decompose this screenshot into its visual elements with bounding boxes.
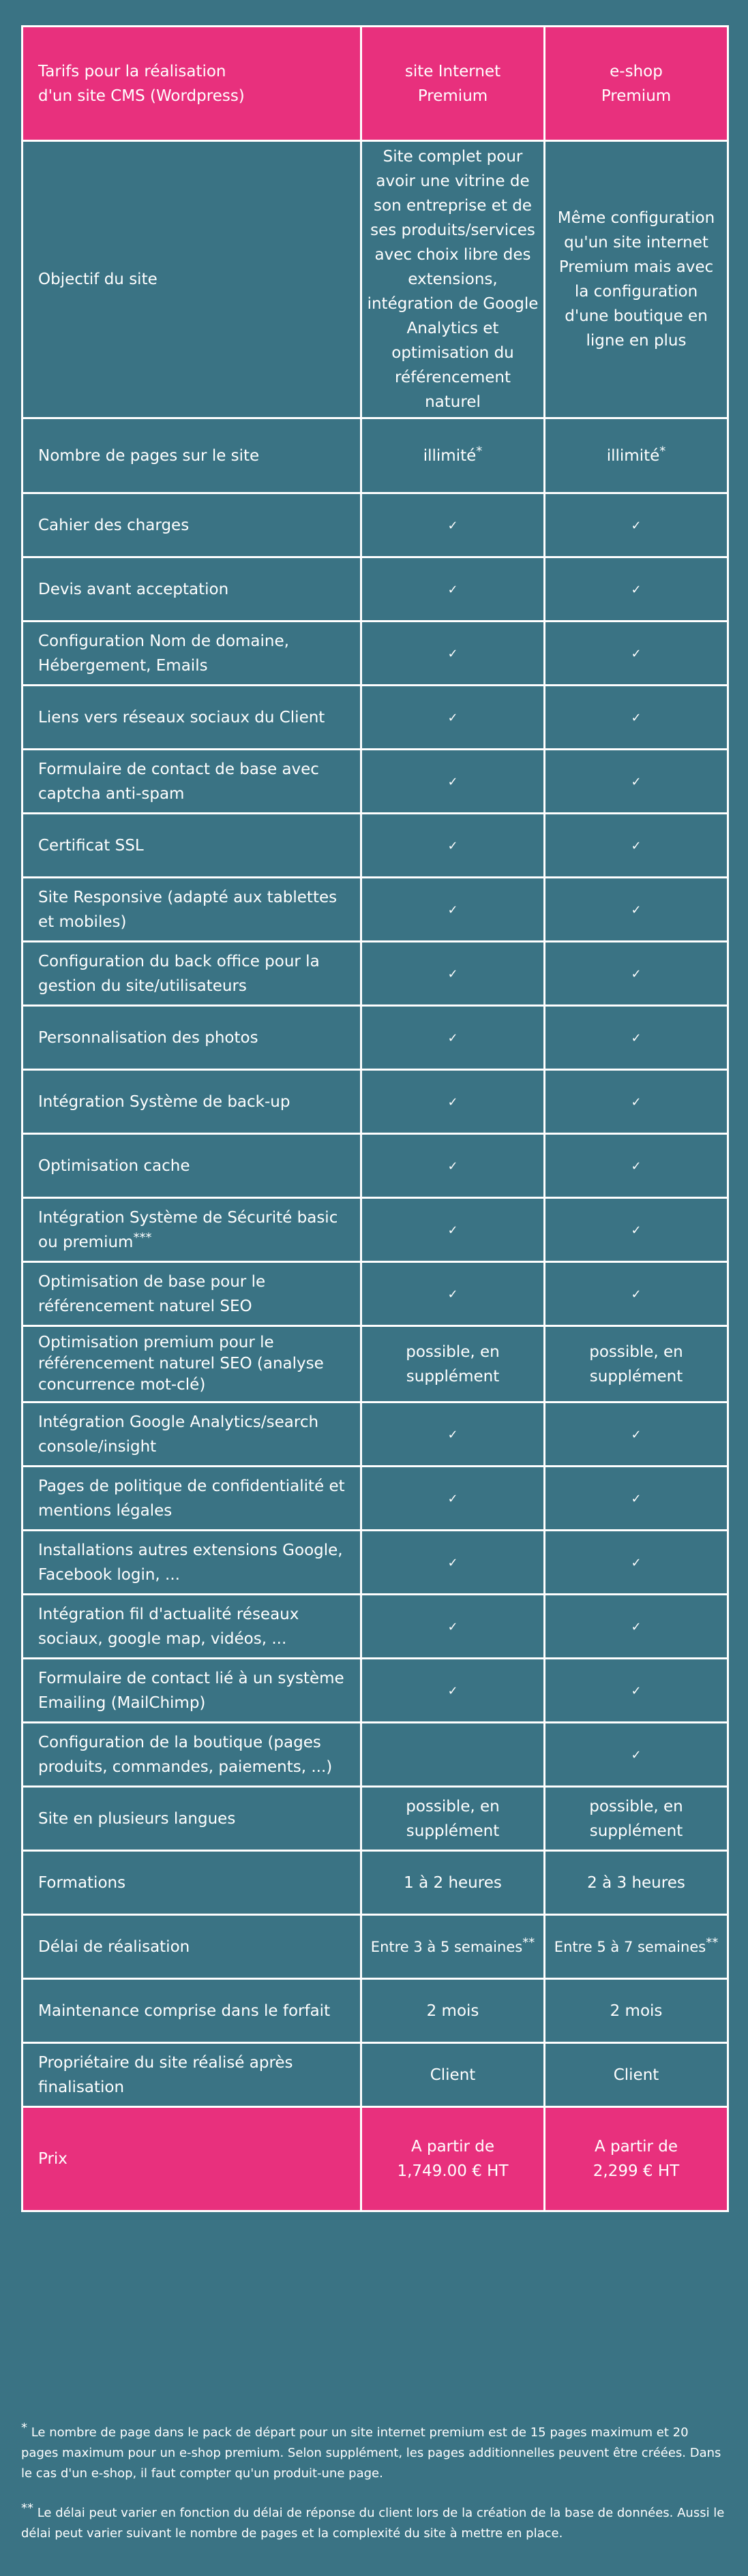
header-col-eshop-premium bbox=[545, 27, 728, 141]
check-icon: ✓ bbox=[447, 1030, 458, 1045]
row-value-eshop bbox=[545, 1531, 728, 1595]
price-amount: 2,299 € HT bbox=[593, 2162, 680, 2180]
row-value-eshop: Entre 5 à 7 semaines** bbox=[545, 1915, 728, 1979]
row-value-eshop: possible, en supplément bbox=[545, 1787, 728, 1851]
table-row bbox=[23, 1467, 728, 1531]
table-row bbox=[23, 1070, 728, 1134]
table-row bbox=[23, 1198, 728, 1262]
row-value-eshop bbox=[545, 493, 728, 557]
check-icon: ✓ bbox=[447, 1619, 458, 1634]
row-value-site bbox=[361, 1070, 545, 1134]
row-value-eshop bbox=[545, 1723, 728, 1787]
row-value-eshop bbox=[545, 942, 728, 1006]
header-title-line1: Tarifs pour la réalisation bbox=[38, 62, 226, 80]
row-value-site bbox=[361, 1723, 545, 1787]
table-row bbox=[23, 878, 728, 942]
row-value-eshop bbox=[545, 878, 728, 942]
check-icon: ✓ bbox=[447, 710, 458, 725]
check-icon: ✓ bbox=[447, 966, 458, 981]
check-icon: ✓ bbox=[631, 1683, 642, 1698]
row-value-site bbox=[361, 1402, 545, 1467]
row-value-site: 2 mois bbox=[361, 1979, 545, 2043]
row-value-eshop bbox=[545, 1070, 728, 1134]
row-value-site bbox=[361, 493, 545, 557]
row-value-site bbox=[361, 1531, 545, 1595]
row-label: Propriétaire du site réalisé après finalisation bbox=[23, 2043, 361, 2107]
price-label: Prix bbox=[23, 2107, 361, 2211]
row-label: Optimisation cache bbox=[23, 1134, 361, 1198]
table-row bbox=[23, 1659, 728, 1723]
check-icon: ✓ bbox=[631, 1619, 642, 1634]
row-value-site: 1 à 2 heures bbox=[361, 1851, 545, 1915]
price-row bbox=[23, 2107, 728, 2211]
row-value-eshop bbox=[545, 1198, 728, 1262]
check-icon: ✓ bbox=[631, 902, 642, 917]
table-row bbox=[23, 1326, 728, 1402]
row-label: Intégration Google Analytics/search console/insight bbox=[23, 1402, 361, 1467]
row-value-site bbox=[361, 1595, 545, 1659]
check-icon: ✓ bbox=[631, 646, 642, 661]
table-row bbox=[23, 1402, 728, 1467]
row-label: Installations autres extensions Google, Facebook login, ... bbox=[23, 1531, 361, 1595]
check-icon: ✓ bbox=[447, 1555, 458, 1570]
check-icon: ✓ bbox=[631, 710, 642, 725]
row-label: Configuration du back office pour la gestion du site/utilisateurs bbox=[23, 942, 361, 1006]
row-value-eshop bbox=[545, 557, 728, 622]
check-icon: ✓ bbox=[447, 1223, 458, 1238]
row-value-site bbox=[361, 1198, 545, 1262]
check-icon: ✓ bbox=[631, 1094, 642, 1109]
check-icon: ✓ bbox=[631, 1747, 642, 1762]
header-col2-line1: e-shop bbox=[610, 62, 663, 80]
row-value-eshop: possible, en supplément bbox=[545, 1326, 728, 1402]
price-value-eshop bbox=[545, 2107, 728, 2211]
check-icon: ✓ bbox=[631, 774, 642, 789]
row-label: Liens vers réseaux sociaux du Client bbox=[23, 686, 361, 750]
row-value-site bbox=[361, 1659, 545, 1723]
row-label: Intégration fil d'actualité réseaux sociaux, google map, vidéos, ... bbox=[23, 1595, 361, 1659]
table-row bbox=[23, 1134, 728, 1198]
check-icon: ✓ bbox=[447, 838, 458, 853]
table-row bbox=[23, 1915, 728, 1979]
table-row bbox=[23, 1531, 728, 1595]
row-label: Intégration Système de Sécurité basic ou premium*** bbox=[23, 1198, 361, 1262]
row-label: Maintenance comprise dans le forfait bbox=[23, 1979, 361, 2043]
row-value-site bbox=[361, 1006, 545, 1070]
row-value-site bbox=[361, 557, 545, 622]
table-row-pages bbox=[23, 418, 728, 493]
check-icon: ✓ bbox=[631, 582, 642, 597]
check-icon: ✓ bbox=[631, 966, 642, 981]
check-icon: ✓ bbox=[631, 1159, 642, 1174]
footnotes bbox=[21, 2423, 727, 2563]
row-label: Objectif du site bbox=[23, 141, 361, 418]
row-value-eshop bbox=[545, 750, 728, 814]
header-title-line2: d'un site CMS (Wordpress) bbox=[38, 87, 245, 105]
row-value-eshop bbox=[545, 622, 728, 686]
row-value-eshop bbox=[545, 1006, 728, 1070]
row-label: Formulaire de contact de base avec captcha anti-spam bbox=[23, 750, 361, 814]
check-icon: ✓ bbox=[631, 518, 642, 533]
row-label: Délai de réalisation bbox=[23, 1915, 361, 1979]
check-icon: ✓ bbox=[447, 1094, 458, 1109]
price-value-site bbox=[361, 2107, 545, 2211]
row-value-eshop: Même configuration qu'un site internet Premium mais avec la configuration d'une boutique en ligne en plus bbox=[545, 141, 728, 418]
header-col2-line2: Premium bbox=[601, 87, 672, 105]
table-row bbox=[23, 557, 728, 622]
row-label: Certificat SSL bbox=[23, 814, 361, 878]
check-icon: ✓ bbox=[447, 902, 458, 917]
row-value-eshop bbox=[545, 1467, 728, 1531]
table-row bbox=[23, 1723, 728, 1787]
row-value-eshop: illimité* bbox=[545, 418, 728, 493]
table-row bbox=[23, 622, 728, 686]
row-label: Cahier des charges bbox=[23, 493, 361, 557]
row-label: Configuration Nom de domaine, Hébergement, Emails bbox=[23, 622, 361, 686]
table-header-row bbox=[23, 27, 728, 141]
row-value-site bbox=[361, 1134, 545, 1198]
row-value-eshop bbox=[545, 1262, 728, 1326]
check-icon: ✓ bbox=[447, 1683, 458, 1698]
header-col1-line2: Premium bbox=[417, 87, 488, 105]
footnote-pages: * Le nombre de page dans le pack de départ pour un site internet premium est de 15 pages maximum et 20 pages maximum pour un e-shop premium. Selon supplément, les pages additionnelles peuvent être créées. Dans le cas d'un e-shop, il faut compter qu'un produit-une page. bbox=[21, 2421, 721, 2481]
table-row bbox=[23, 942, 728, 1006]
row-value-site: Entre 3 à 5 semaines** bbox=[361, 1915, 545, 1979]
pricing-table bbox=[21, 25, 729, 2212]
table-row bbox=[23, 1595, 728, 1659]
price-amount: 1,749.00 € HT bbox=[397, 2162, 509, 2180]
check-icon: ✓ bbox=[631, 1223, 642, 1238]
row-value-eshop bbox=[545, 1659, 728, 1723]
check-icon: ✓ bbox=[631, 1427, 642, 1442]
check-icon: ✓ bbox=[631, 838, 642, 853]
row-value-site bbox=[361, 814, 545, 878]
price-prefix: A partir de bbox=[594, 2138, 678, 2156]
header-col1-line1: site Internet bbox=[404, 62, 501, 80]
table-row bbox=[23, 493, 728, 557]
pricing-table-wrapper bbox=[21, 25, 727, 2212]
row-label: Optimisation de base pour le référencement naturel SEO bbox=[23, 1262, 361, 1326]
row-value-site bbox=[361, 686, 545, 750]
row-label: Nombre de pages sur le site bbox=[23, 418, 361, 493]
header-title bbox=[23, 27, 361, 141]
check-icon: ✓ bbox=[447, 518, 458, 533]
footnote-delai: ** Le délai peut varier en fonction du délai de réponse du client lors de la création de la base de données. Aussi le délai peut varier suivant le nombre de pages et la complexité du site à mettre en place. bbox=[21, 2501, 725, 2541]
table-row bbox=[23, 1262, 728, 1326]
header-col-site-premium bbox=[361, 27, 545, 141]
check-icon: ✓ bbox=[447, 1159, 458, 1174]
row-value-site bbox=[361, 750, 545, 814]
check-icon: ✓ bbox=[447, 774, 458, 789]
table-row bbox=[23, 1006, 728, 1070]
row-value-site bbox=[361, 942, 545, 1006]
table-row bbox=[23, 814, 728, 878]
row-value-eshop bbox=[545, 1134, 728, 1198]
check-icon: ✓ bbox=[447, 646, 458, 661]
row-value-eshop: 2 mois bbox=[545, 1979, 728, 2043]
row-label: Intégration Système de back-up bbox=[23, 1070, 361, 1134]
check-icon: ✓ bbox=[447, 582, 458, 597]
row-label: Optimisation premium pour le référencement naturel SEO (analyse concurrence mot-clé) bbox=[23, 1326, 361, 1402]
table-row bbox=[23, 1851, 728, 1915]
row-label: Devis avant acceptation bbox=[23, 557, 361, 622]
check-icon: ✓ bbox=[447, 1491, 458, 1506]
row-value-eshop bbox=[545, 814, 728, 878]
row-label: Formations bbox=[23, 1851, 361, 1915]
row-value-site: possible, en supplément bbox=[361, 1787, 545, 1851]
row-value-site bbox=[361, 622, 545, 686]
row-label: Configuration de la boutique (pages produits, commandes, paiements, ...) bbox=[23, 1723, 361, 1787]
table-row bbox=[23, 1979, 728, 2043]
row-value-eshop bbox=[545, 1595, 728, 1659]
row-value-eshop: Client bbox=[545, 2043, 728, 2107]
table-row-objectif bbox=[23, 141, 728, 418]
row-value-site bbox=[361, 1262, 545, 1326]
table-row bbox=[23, 2043, 728, 2107]
row-value-site: illimité* bbox=[361, 418, 545, 493]
row-label: Formulaire de contact lié à un système Emailing (MailChimp) bbox=[23, 1659, 361, 1723]
check-icon: ✓ bbox=[447, 1427, 458, 1442]
row-value-site bbox=[361, 878, 545, 942]
row-value-site: Site complet pour avoir une vitrine de son entreprise et de ses produits/services avec choix libre des extensions, intégration de Google Analytics et optimisation du référencement naturel bbox=[361, 141, 545, 418]
check-icon: ✓ bbox=[631, 1555, 642, 1570]
row-value-eshop bbox=[545, 686, 728, 750]
table-row bbox=[23, 750, 728, 814]
row-label: Personnalisation des photos bbox=[23, 1006, 361, 1070]
check-icon: ✓ bbox=[631, 1030, 642, 1045]
row-label: Pages de politique de confidentialité et mentions légales bbox=[23, 1467, 361, 1531]
check-icon: ✓ bbox=[631, 1491, 642, 1506]
check-icon: ✓ bbox=[447, 1287, 458, 1302]
price-prefix: A partir de bbox=[410, 2138, 495, 2156]
row-value-site: Client bbox=[361, 2043, 545, 2107]
row-value-site bbox=[361, 1467, 545, 1531]
row-label: Site Responsive (adapté aux tablettes et mobiles) bbox=[23, 878, 361, 942]
row-label: Site en plusieurs langues bbox=[23, 1787, 361, 1851]
row-value-eshop bbox=[545, 1402, 728, 1467]
check-icon: ✓ bbox=[631, 1287, 642, 1302]
row-value-site: possible, en supplément bbox=[361, 1326, 545, 1402]
table-row bbox=[23, 1787, 728, 1851]
row-value-eshop: 2 à 3 heures bbox=[545, 1851, 728, 1915]
table-row bbox=[23, 686, 728, 750]
